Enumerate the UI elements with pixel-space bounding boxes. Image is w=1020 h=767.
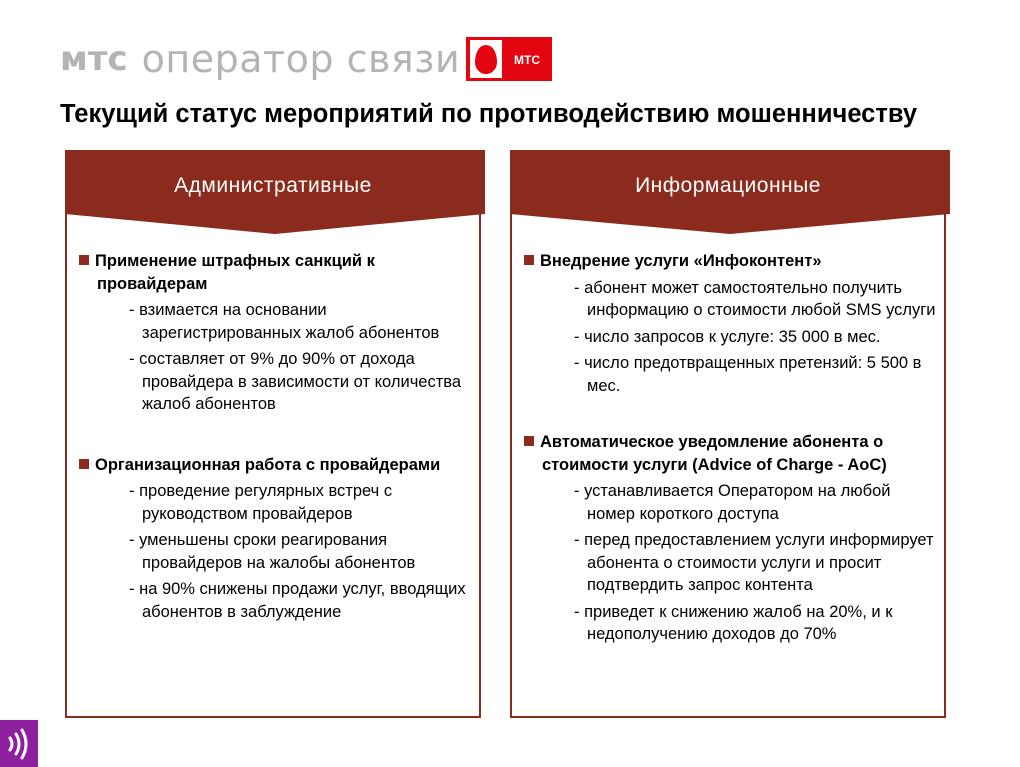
- panel-header-label: Информационные: [635, 174, 821, 197]
- list-item: [524, 431, 936, 646]
- bullet-text: Внедрение услуги «Инфоконтент»: [540, 252, 822, 270]
- sub-item: - проведение регулярных встреч с руководством провайдеров: [129, 482, 393, 523]
- bullet-text: Автоматическое уведомление абонента о стоимости услуги (Advice of Charge - AoC): [540, 433, 887, 474]
- mts-logo-text: МТС: [514, 53, 540, 67]
- panel-header: [510, 150, 946, 234]
- panel-body: [524, 250, 936, 676]
- sound-waves-icon: [0, 720, 38, 767]
- sub-item: - абонент может самостоятельно получить информацию о стоимости любой SMS услуги: [574, 278, 936, 319]
- panel-header-label: Административные: [174, 174, 372, 197]
- page-title: Текущий статус мероприятий по противодействию мошенничеству: [60, 100, 918, 128]
- panel-header: [65, 150, 481, 234]
- panel-administrative: [65, 150, 481, 718]
- sub-item: - число предотвращенных претензий: 5 500 в мес.: [574, 354, 922, 395]
- bullet-text: Применение штрафных санкций к провайдерам: [95, 252, 375, 293]
- list-item: [79, 454, 471, 624]
- mts-logo-icon: [466, 37, 552, 81]
- sub-item: - уменьшены сроки реагирования провайдеров на жалобы абонентов: [129, 531, 416, 572]
- sub-item: - составляет от 9% до 90% от дохода провайдера в зависимости от количества жалоб абонентов: [129, 350, 462, 413]
- sub-item: - число запросов к услуге: 35 000 в мес.: [574, 327, 881, 346]
- brand-operator-text: оператор связи: [141, 37, 461, 81]
- panel-informational: [510, 150, 946, 718]
- square-bullet-icon: [524, 436, 534, 446]
- sub-item: - приведет к снижению жалоб на 20%, и к недополучению доходов до 70%: [574, 602, 893, 643]
- list-item: [524, 250, 936, 397]
- sub-item: - перед предоставлением услуги информирует абонента о стоимости услуги и просит подтвердить запрос контента: [574, 531, 934, 594]
- sub-item: - взимается на основании зарегистрированных жалоб абонентов: [129, 301, 440, 342]
- sub-item: - на 90% снижены продажи услуг, вводящих абонентов в заблуждение: [129, 580, 466, 621]
- brand-header: [60, 34, 460, 84]
- bullet-text: Организационная работа с провайдерами: [95, 455, 441, 474]
- brand-mts-text: мтс: [60, 39, 128, 79]
- sub-item: - устанавливается Оператором на любой номер короткого доступа: [574, 482, 891, 523]
- square-bullet-icon: [79, 255, 89, 265]
- square-bullet-icon: [524, 255, 534, 265]
- square-bullet-icon: [79, 459, 89, 469]
- list-item: [79, 250, 471, 416]
- panel-body: [79, 250, 471, 653]
